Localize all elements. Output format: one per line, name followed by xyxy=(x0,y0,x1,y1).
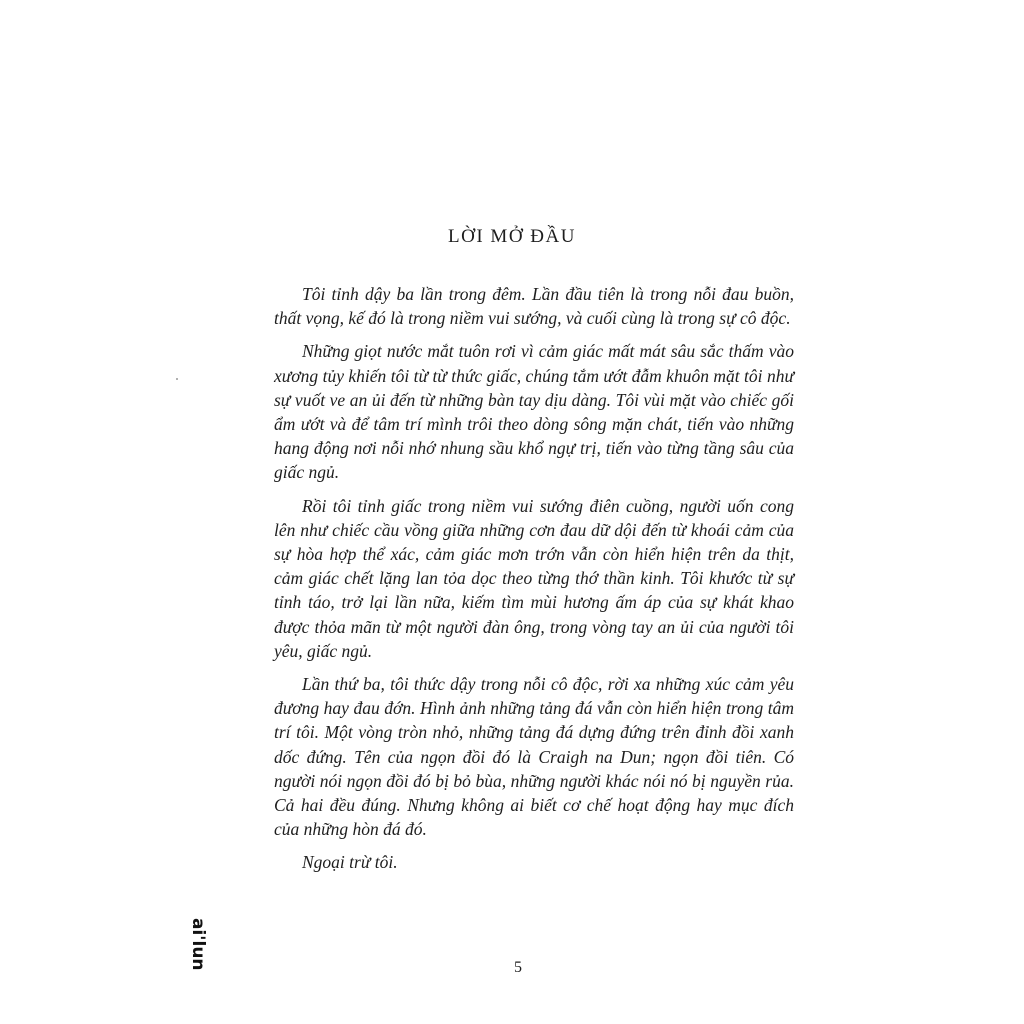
body-text xyxy=(274,282,794,884)
paragraph: Tôi tỉnh dậy ba lần trong đêm. Lần đầu tiên là trong nỗi đau buồn, thất vọng, kế đó là trong niềm vui sướng, và cuối cùng là trong sự cô độc. xyxy=(274,284,794,329)
paragraph: Những giọt nước mắt tuôn rơi vì cảm giác mất mát sâu sắc thấm vào xương tủy khiến tôi từ từ thức giấc, chúng tắm ướt đẫm khuôn mặt tôi như sự vuốt ve an ủi đến từ những bàn tay dịu dàng. Tôi vùi mặt vào chiếc gối ẩm ướt và để tâm trí mình trôi theo dòng sông mặn chát, tiến vào những hang động nơi nỗi nhớ nhung sầu khổ ngự trị, tiến vào từng tầng sâu của giấc ngủ. xyxy=(274,341,794,483)
chapter-heading: LỜI MỞ ĐẦU xyxy=(448,226,576,247)
paragraph: Ngoại trừ tôi. xyxy=(302,852,398,873)
paragraph: Rồi tôi tỉnh giấc trong niềm vui sướng điên cuồng, người uốn cong lên như chiếc cầu vồng giữa những cơn đau dữ dội đến từ khoái cảm của sự hòa hợp thể xác, cảm giác mơn trớn vẫn còn hiển hiện trên da thịt, cảm giác chết lặng lan tỏa dọc theo từng thớ thần kinh. Tôi khước từ sự tỉnh táo, trở lại lần nữa, kiếm tìm mùi hương ấm áp của sự khát khao được thỏa mãn từ một người đàn ông, trong vòng tay an ủi của người tôi yêu, giấc ngủ. xyxy=(274,495,794,661)
publisher-watermark: ai'lun xyxy=(188,918,208,971)
page-number: 5 xyxy=(514,959,522,976)
paragraph: Lần thứ ba, tôi thức dậy trong nỗi cô độc, rời xa những xúc cảm yêu đương hay đau đớn. Hình ảnh những tảng đá vẫn còn hiển hiện trong tâm trí tôi. Một vòng tròn nhỏ, những tảng đá dựng đứng trên đỉnh đồi xanh dốc đứng. Tên của ngọn đồi đó là Craigh na Dun; ngọn đồi tiên. Có người nói ngọn đồi đó bị bỏ bùa, những người khác nói nó bị nguyền rủa. Cả hai đều đúng. Nhưng không ai biết cơ chế hoạt động hay mục đích của những hòn đá đó. xyxy=(274,674,794,840)
scan-speck xyxy=(176,378,178,380)
